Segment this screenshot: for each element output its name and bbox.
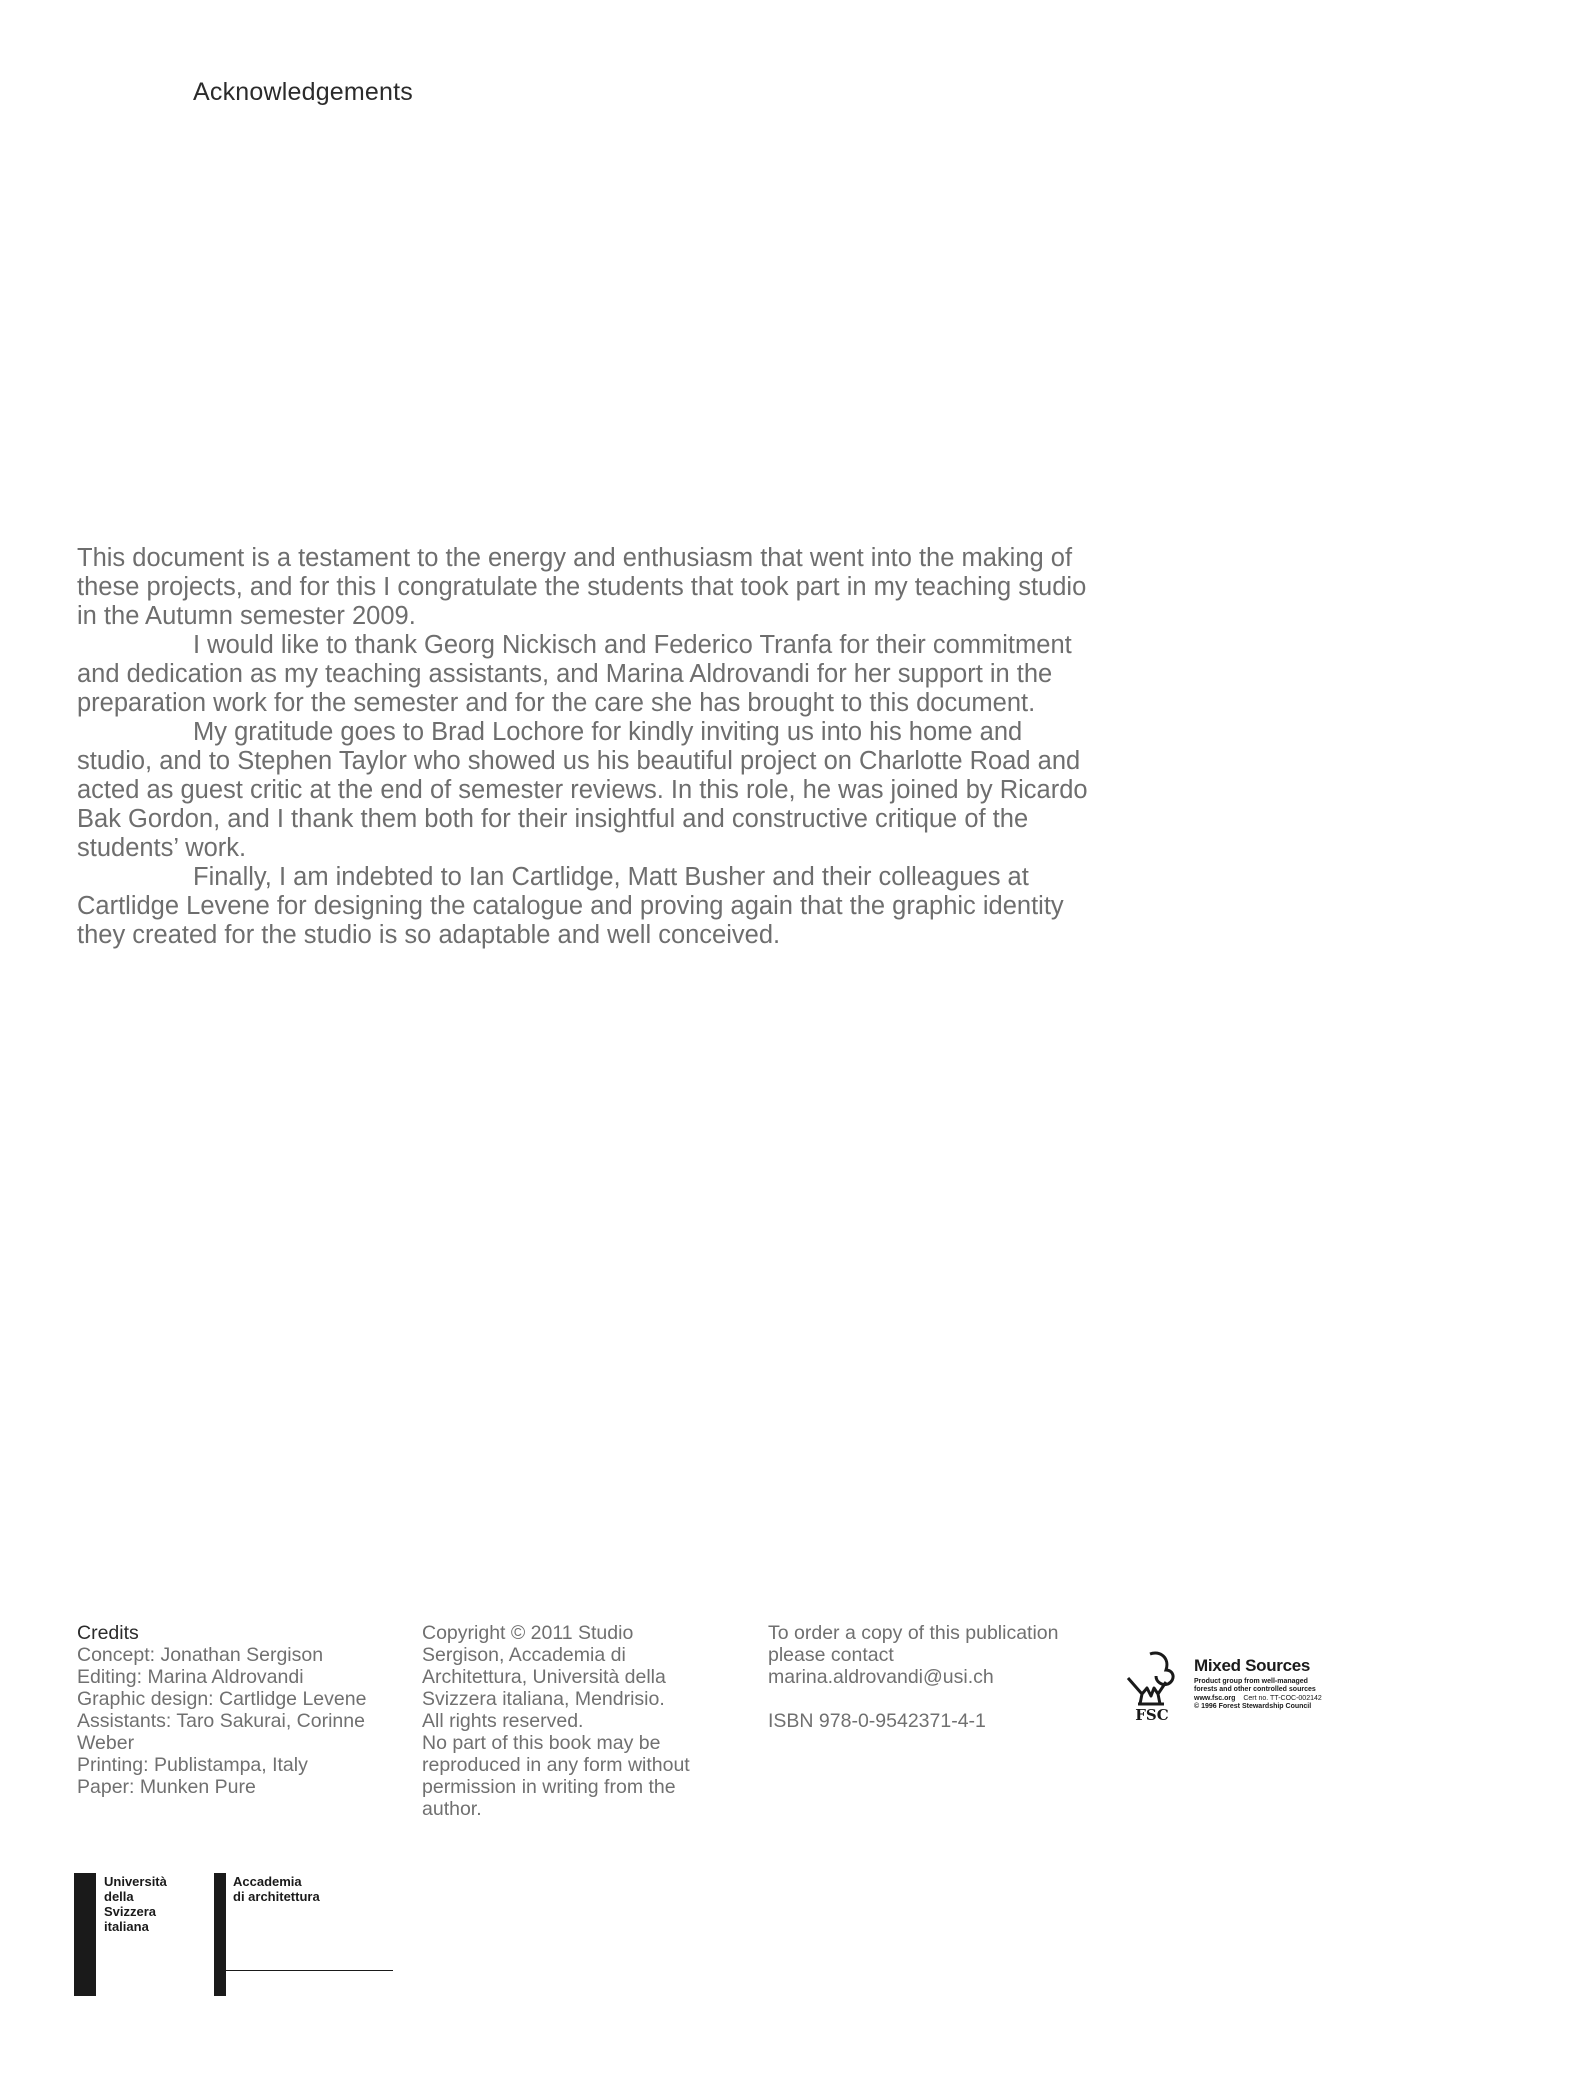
copyright-line: permission in writing from the (422, 1776, 676, 1798)
usi-logo-line: Università (104, 1874, 167, 1889)
credit-line: Assistants: Taro Sakurai, Corinne (77, 1710, 365, 1732)
copyright-line: All rights reserved. (422, 1710, 584, 1732)
paragraph: This document is a testament to the energy and enthusiasm that went into the making of these projects, and for this I congratulate the students that took part in my teaching studio in the Autumn semester 2009. (77, 544, 1087, 630)
accademia-logo-text (233, 1874, 320, 1904)
isbn: ISBN 978-0-9542371-4-1 (768, 1710, 986, 1732)
fsc-url: www.fsc.org (1194, 1695, 1236, 1702)
copyright-line: author. (422, 1798, 482, 1820)
credit-line: Printing: Publistampa, Italy (77, 1754, 308, 1776)
fsc-copyright: © 1996 Forest Stewardship Council (1194, 1703, 1312, 1710)
credit-line: Weber (77, 1732, 135, 1754)
copyright-line: Sergison, Accademia di (422, 1644, 626, 1666)
credits-column (77, 1622, 397, 1798)
paragraph: Finally, I am indebted to Ian Cartlidge, Matt Busher and their colleagues at Cartlidge Levene for designing the catalogue and proving again that the graphic identity they created for the studio is so adaptable and well conceived. (77, 863, 1064, 949)
credit-line: Paper: Munken Pure (77, 1776, 256, 1798)
copyright-line: No part of this book may be (422, 1732, 661, 1754)
fsc-tree-icon (1122, 1648, 1182, 1722)
fsc-cert: Cert no. TT-COC-002142 (1243, 1695, 1322, 1702)
usi-logo-text (104, 1874, 167, 1934)
order-line: please contact (768, 1644, 894, 1666)
fsc-logo (1122, 1648, 1352, 1728)
copyright-line: Svizzera italiana, Mendrisio. (422, 1688, 665, 1710)
accademia-logo-bar (214, 1873, 226, 1996)
usi-logo-line: Svizzera (104, 1904, 157, 1919)
usi-logo-bar (74, 1873, 96, 1996)
accademia-logo-line: Accademia (233, 1874, 302, 1889)
copyright-line: Architettura, Università della (422, 1666, 666, 1688)
copyright-column (422, 1622, 722, 1820)
fsc-brand: FSC (1135, 1706, 1169, 1722)
accademia-logo-rule (226, 1970, 393, 1971)
paragraph: My gratitude goes to Brad Lochore for kindly inviting us into his home and studio, and to Stephen Taylor who showed us his beautiful project on Charlotte Road and acted as guest critic at the end of semester reviews. In this role, he was joined by Ricardo Bak Gordon, and I thank them both for their insightful and constructive critique of the students’ work. (77, 718, 1088, 862)
fsc-subtitle: Product group from well-managed (1194, 1678, 1308, 1685)
order-column (768, 1622, 1088, 1732)
order-email: marina.aldrovandi@usi.ch (768, 1666, 994, 1688)
fsc-subtitle: forests and other controlled sources (1194, 1686, 1316, 1693)
fsc-web (1194, 1695, 1322, 1703)
page-title: Acknowledgements (193, 78, 413, 106)
credit-line: Concept: Jonathan Sergison (77, 1644, 324, 1666)
order-line: To order a copy of this publication (768, 1622, 1059, 1644)
fsc-title: Mixed Sources (1194, 1656, 1311, 1675)
acknowledgements-body (77, 544, 1097, 950)
credit-line: Graphic design: Cartlidge Levene (77, 1688, 367, 1710)
paragraph: I would like to thank Georg Nickisch and Federico Tranfa for their commitment and dedication as my teaching assistants, and Marina Aldrovandi for her support in the preparation work for the semester and for the care she has brought to this document. (77, 631, 1072, 717)
copyright-line: reproduced in any form without (422, 1754, 690, 1776)
copyright-line: Copyright © 2011 Studio (422, 1622, 634, 1644)
usi-logo-line: della (104, 1889, 134, 1904)
accademia-logo-line: di architettura (233, 1889, 320, 1904)
credit-line: Editing: Marina Aldrovandi (77, 1666, 304, 1688)
credits-title: Credits (77, 1622, 139, 1644)
usi-logo-line: italiana (104, 1919, 149, 1934)
